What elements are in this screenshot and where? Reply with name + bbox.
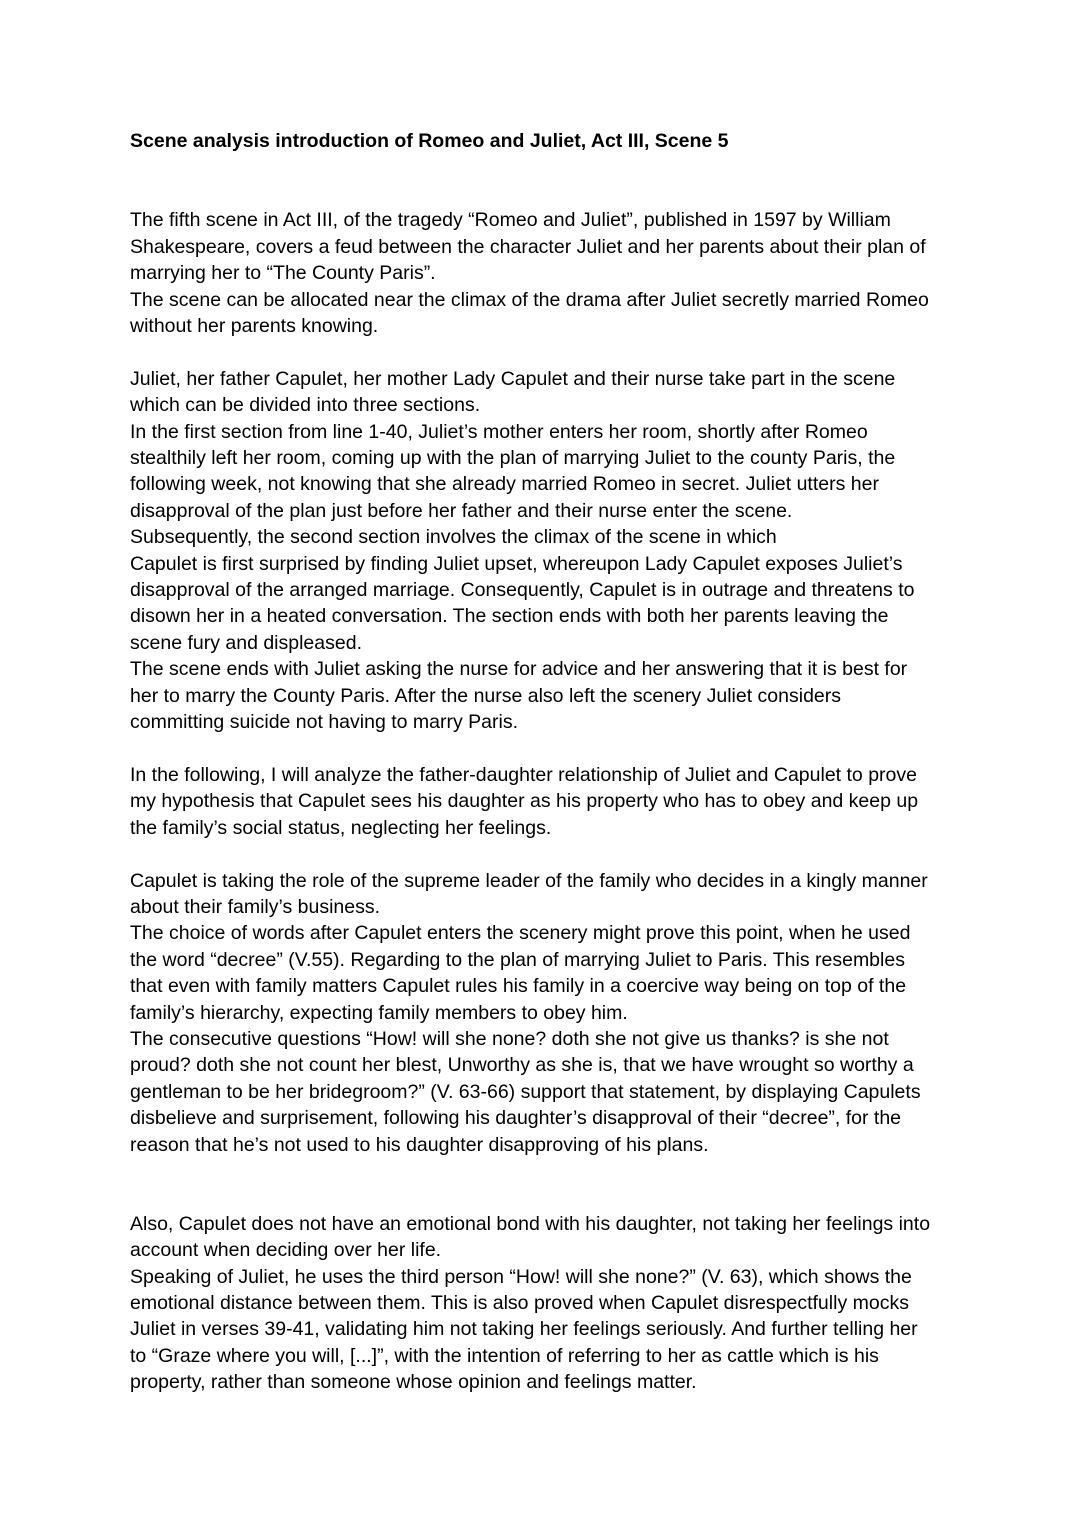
text-line: disapproval of the plan just before her father and their nurse enter the scene. xyxy=(130,499,793,522)
spacer xyxy=(130,339,960,365)
text-line: property, rather than someone whose opinion and feelings matter. xyxy=(130,1371,697,1394)
text-line: account when deciding over her life. xyxy=(130,1239,442,1262)
paragraph-emotional-bond xyxy=(130,1211,960,1396)
text-line: proud? doth she not count her blest, Unworthy as she is, that we have wrought so worthy a xyxy=(130,1054,914,1077)
text-line: gentleman to be her bridegroom?” (V. 63-66) support that statement, by displaying Capulets xyxy=(130,1080,921,1103)
text-line: reason that he’s not used to his daughter disapproving of his plans. xyxy=(130,1133,709,1156)
text-line: The fifth scene in Act III, of the tragedy “Romeo and Juliet”, published in 1597 by William xyxy=(130,209,891,232)
spacer xyxy=(130,154,960,207)
text-line: emotional distance between them. This is also proved when Capulet disrespectfully mocks xyxy=(130,1292,909,1314)
spacer xyxy=(130,1158,960,1211)
text-line: stealthily left her room, coming up with the plan of marrying Juliet to the county Paris, the xyxy=(130,447,896,470)
text-line: In the following, I will analyze the father-daughter relationship of Juliet and Capulet to prove xyxy=(130,763,917,786)
text-line: marrying her to “The County Paris”. xyxy=(130,262,436,285)
text-line: her to marry the County Paris. After the nurse also left the scenery Juliet considers xyxy=(130,684,841,707)
text-line: disown her in a heated conversation. The section ends with both her parents leaving the xyxy=(130,605,889,628)
text-line: The scene can be allocated near the climax of the drama after Juliet secretly married Romeo xyxy=(130,288,929,311)
text-line: without her parents knowing. xyxy=(130,315,379,338)
paragraph-sections xyxy=(130,366,960,736)
text-line: the family’s social status, neglecting her feelings. xyxy=(130,816,552,839)
text-line: Shakespeare, covers a feud between the character Juliet and her parents about their plan of xyxy=(130,235,926,258)
text-line: Subsequently, the second section involves the climax of the scene in which xyxy=(130,526,777,549)
text-line: following week, not knowing that she already married Romeo in secret. Juliet utters her xyxy=(130,473,879,496)
text-line: The consecutive questions “How! will she none? doth she not give us thanks? is she not xyxy=(130,1027,889,1050)
text-line: Capulet is taking the role of the supreme leader of the family who decides in a kingly manner xyxy=(130,869,928,892)
text-line: my hypothesis that Capulet sees his daughter as his property who has to obey and keep up xyxy=(130,790,919,813)
spacer xyxy=(130,736,960,762)
text-line: Capulet is first surprised by finding Juliet upset, whereupon Lady Capulet exposes Juliet’s xyxy=(130,552,903,575)
spacer xyxy=(130,841,960,867)
text-line: which can be divided into three sections. xyxy=(130,394,481,417)
text-line: Juliet in verses 39-41, validating him not taking her feelings seriously. And further telling her xyxy=(130,1318,918,1341)
text-line: Speaking of Juliet, he uses the third person “How! will she none?” (V. 63), which shows the xyxy=(130,1265,912,1288)
text-line: family’s hierarchy, expecting family members to obey him. xyxy=(130,1001,628,1024)
text-line: scene fury and displeased. xyxy=(130,631,362,654)
paragraph-leader xyxy=(130,868,960,1158)
text-line: In the first section from line 1-40, Juliet’s mother enters her room, shortly after Romeo xyxy=(130,420,868,443)
text-line: committing suicide not having to marry Paris. xyxy=(130,711,518,734)
text-line: to “Graze where you will, [...]”, with the intention of referring to her as cattle which is his xyxy=(130,1344,879,1367)
text-line: disapproval of the arranged marriage. Consequently, Capulet is in outrage and threatens to xyxy=(130,579,915,602)
document-body xyxy=(130,128,960,1396)
text-line: Juliet, her father Capulet, her mother Lady Capulet and their nurse take part in the scene xyxy=(130,367,896,390)
text-line: that even with family matters Capulet rules his family in a coercive way being on top of the xyxy=(130,975,907,998)
paragraph-intro xyxy=(130,207,960,339)
text-line: about their family’s business. xyxy=(130,895,381,918)
paragraph-hypothesis xyxy=(130,762,960,841)
text-line: Also, Capulet does not have an emotional bond with his daughter, not taking her feelings into xyxy=(130,1212,931,1235)
text-line: The choice of words after Capulet enters the scenery might prove this point, when he used xyxy=(130,922,911,945)
text-line: disbelieve and surprisement, following his daughter’s disapproval of their “decree”, for the xyxy=(130,1107,902,1130)
document-title: Scene analysis introduction of Romeo and Juliet, Act III, Scene 5 xyxy=(130,130,729,152)
text-line: the word “decree” (V.55). Regarding to the plan of marrying Juliet to Paris. This resembles xyxy=(130,948,905,971)
text-line: The scene ends with Juliet asking the nurse for advice and her answering that it is best for xyxy=(130,658,908,681)
